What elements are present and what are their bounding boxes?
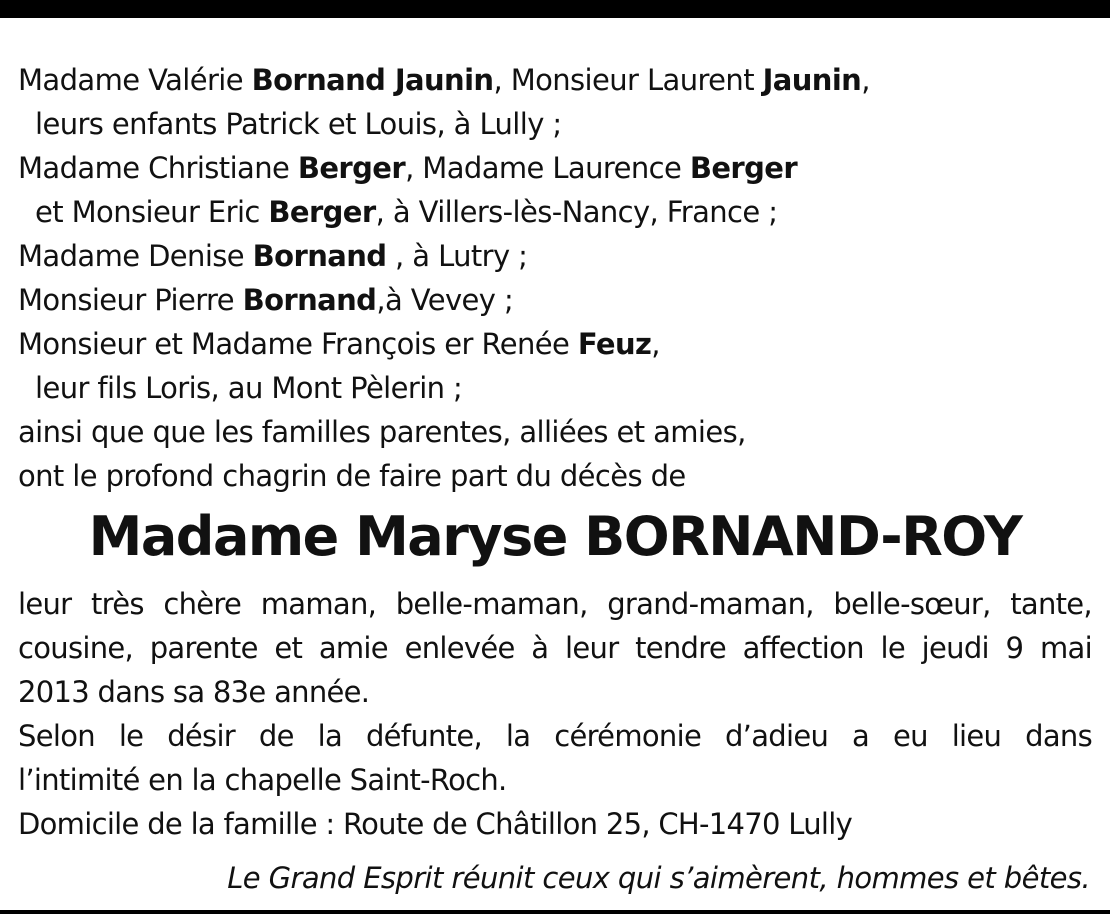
family-surname: Berger: [268, 195, 376, 229]
word: défunte,: [365, 719, 483, 753]
tribute-line-3: 2013 dans sa 83e année.: [18, 675, 370, 709]
family-text: Madame Denise: [18, 239, 253, 273]
top-border-rule: [0, 0, 1110, 18]
word: tante,: [1010, 587, 1092, 621]
word: belle-maman,: [395, 587, 588, 621]
word: jeudi: [921, 631, 989, 665]
word: enlevée: [404, 631, 515, 665]
ceremony-line-1: [18, 714, 1092, 758]
word: à: [531, 631, 549, 665]
word: grand-maman,: [607, 587, 814, 621]
family-surname: Berger: [689, 151, 798, 185]
family-line-8: leur fils Loris, au Mont Pèlerin ;: [35, 371, 463, 405]
family-line-5: [18, 234, 1092, 278]
tribute-line-2: [18, 626, 1092, 670]
word: chère: [163, 587, 242, 621]
word: cérémonie: [554, 719, 702, 753]
word: Selon: [18, 719, 95, 753]
word: le: [118, 719, 144, 753]
word: d’adieu: [724, 719, 829, 753]
family-text: Madame Christiane: [18, 151, 298, 185]
family-text: Monsieur et Madame François er Renée: [18, 327, 578, 361]
word: désir: [167, 719, 236, 753]
family-text: Monsieur Pierre: [18, 283, 243, 317]
family-line-3: [18, 146, 1092, 190]
word: dans: [1025, 719, 1092, 753]
family-text: , Monsieur Laurent: [493, 63, 763, 97]
word: mai: [1039, 631, 1092, 665]
family-surname: Berger: [297, 151, 406, 185]
tribute-line-1: [18, 582, 1092, 626]
family-text: , à Lutry ;: [386, 239, 528, 273]
word: maman,: [260, 587, 377, 621]
word: le: [880, 631, 906, 665]
word: la: [505, 719, 531, 753]
family-line-4: [18, 190, 1092, 234]
family-text: et Monsieur Eric: [35, 195, 269, 229]
family-surname: Feuz: [577, 327, 652, 361]
family-text: , à Villers-lès-Nancy, France ;: [375, 195, 778, 229]
family-text: ,: [861, 63, 870, 97]
bottom-border-rule: [0, 910, 1110, 914]
word: a: [852, 719, 870, 753]
word: 9: [1005, 631, 1024, 665]
family-text: ,à Vevey ;: [376, 283, 514, 317]
family-surname: Bornand: [252, 239, 387, 273]
family-surname: Jaunin: [762, 63, 862, 97]
family-text: ,: [651, 327, 660, 361]
family-line-2: leurs enfants Patrick et Louis, à Lully ;: [35, 107, 562, 141]
family-surname: Bornand: [242, 283, 377, 317]
family-line-10: ont le profond chagrin de faire part du décès de: [18, 459, 686, 493]
family-text: , Madame Laurence: [405, 151, 690, 185]
word: parente: [149, 631, 258, 665]
tribute-paragraph: [18, 582, 1092, 846]
family-line-9: ainsi que que les familles parentes, alliées et amies,: [18, 415, 746, 449]
word: amie: [318, 631, 388, 665]
word: et: [274, 631, 303, 665]
word: leur: [18, 587, 72, 621]
obituary-notice: [18, 58, 1092, 846]
word: leur: [565, 631, 619, 665]
word: belle-sœur,: [833, 587, 991, 621]
word: lieu: [951, 719, 1002, 753]
word: très: [90, 587, 144, 621]
word: tendre: [635, 631, 726, 665]
family-line-6: [18, 278, 1092, 322]
family-domicile: Domicile de la famille : Route de Châtillon 25, CH-1470 Lully: [18, 807, 853, 841]
deceased-name-heading: Madame Maryse BORNAND-ROY: [88, 505, 1022, 568]
word: eu: [892, 719, 928, 753]
word: affection: [742, 631, 864, 665]
family-surname: Bornand Jaunin: [251, 63, 494, 97]
family-text: Madame Valérie: [18, 63, 252, 97]
word: la: [317, 719, 343, 753]
ceremony-line-2: l’intimité en la chapelle Saint-Roch.: [18, 763, 507, 797]
closing-quote: Le Grand Esprit réunit ceux qui s’aimèrent, hommes et bêtes.: [227, 861, 1090, 895]
word: de: [258, 719, 294, 753]
family-line-7: [18, 322, 1092, 366]
word: cousine,: [18, 631, 134, 665]
family-line-1: [18, 58, 1092, 102]
